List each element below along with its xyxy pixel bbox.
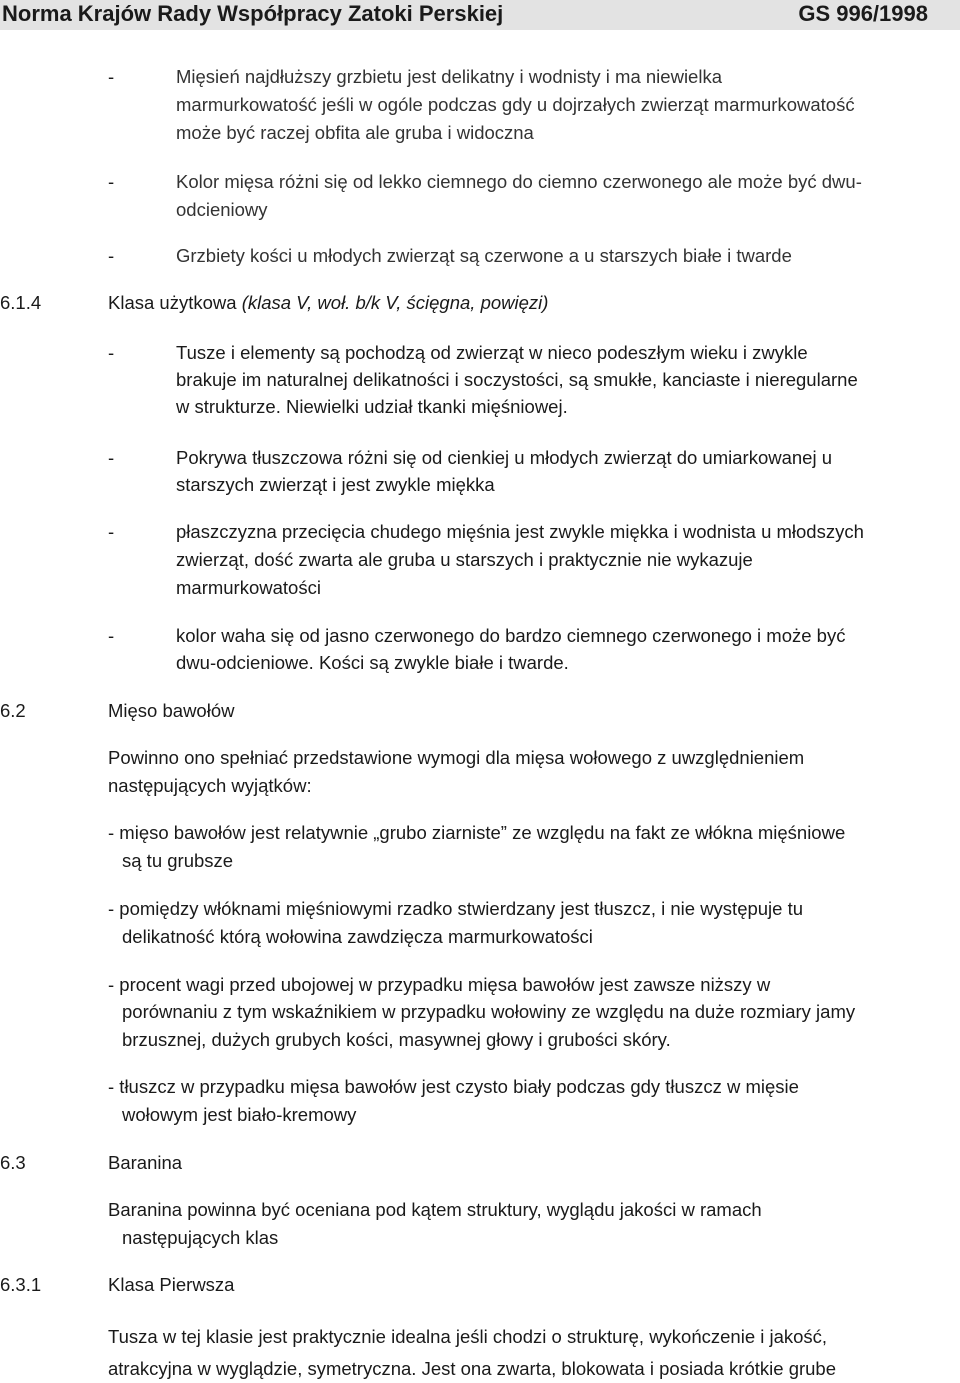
list-dash: - [108, 66, 115, 87]
section-title: Klasa użytkowa [108, 292, 242, 313]
list-line: porównaniu z tym wskaźnikiem w przypadku wołowiny ze względu na duże rozmiary jamy [122, 1001, 856, 1022]
list-dash: - [108, 245, 115, 266]
list-line: - procent wagi przed ubojowej w przypadku mięsa bawołów jest zawsze niższy w [108, 974, 771, 995]
section-title-note: (klasa V, woł. b/k V, ścięgna, powięzi) [241, 292, 549, 313]
text-line: płaszczyzna przecięcia chudego mięśnia jest zwykle miękka i wodnista u młodszych [176, 521, 864, 542]
text-line: starszych zwierząt i jest zwykle miękka [176, 474, 495, 495]
paragraph-line: następujących wyjątków: [108, 775, 312, 796]
list-dash: - [108, 447, 115, 468]
text-line: kolor waha się od jasno czerwonego do bardzo ciemnego czerwonego i może być [176, 625, 846, 646]
list-dash: - [108, 342, 115, 363]
text-line: marmurkowatość jeśli w ogóle podczas gdy u dojrzałych zwierząt marmurkowatość [176, 94, 855, 115]
list-line: są tu grubsze [122, 850, 234, 871]
paragraph-line: następujących klas [122, 1227, 279, 1248]
list-dash: - [108, 625, 115, 646]
list-line: wołowym jest biało-kremowy [122, 1104, 357, 1125]
text-line: w strukturze. Niewielki udział tkanki mięśniowej. [176, 396, 568, 417]
paragraph-line: atrakcyjna w wyglądzie, symetryczna. Jest ona zwarta, blokowata i posiada krótkie grube [108, 1358, 837, 1379]
text-line: Tusze i elementy są pochodzą od zwierząt w nieco podeszłym wieku i zwykle [176, 342, 808, 363]
text-line: Grzbiety kości u młodych zwierząt są czerwone a u starszych białe i twarde [176, 245, 792, 266]
list-dash: - [108, 171, 115, 192]
section-number: 6.1.4 [0, 292, 42, 313]
section-number: 6.3 [0, 1152, 26, 1173]
text-line: Pokrywa tłuszczowa różni się od cienkiej u młodych zwierząt do umiarkowanej u [176, 447, 833, 468]
list-line: - pomiędzy włóknami mięśniowymi rzadko stwierdzany jest tłuszcz, i nie występuje tu [108, 898, 804, 919]
paragraph-line: Tusza w tej klasie jest praktycznie idealna jeśli chodzi o strukturę, wykończenie i jakość, [108, 1326, 828, 1347]
section-title: Mięso bawołów [108, 700, 235, 721]
text-line: odcieniowy [176, 199, 268, 220]
text-line: dwu-odcieniowe. Kości są zwykle białe i twarde. [176, 652, 569, 673]
document-code: GS 996/1998 [798, 1, 928, 26]
paragraph-line: Baranina powinna być oceniana pod kątem struktury, wyglądu jakości w ramach [108, 1199, 762, 1220]
list-line: delikatność którą wołowina zawdzięcza marmurkowatości [122, 926, 593, 947]
text-line: może być raczej obfita ale gruba i widoczna [176, 122, 534, 143]
list-line: brzusznej, dużych grubych kości, masywnej głowy i grubości skóry. [122, 1029, 671, 1050]
list-line: - mięso bawołów jest relatywnie „grubo ziarniste” ze względu na fakt ze włókna mięśniowe [108, 822, 846, 843]
section-number: 6.2 [0, 700, 26, 721]
section-title: Baranina [108, 1152, 183, 1173]
text-line: marmurkowatości [176, 577, 321, 598]
section-heading [108, 291, 548, 315]
paragraph-line: Powinno ono spełniać przedstawione wymogi dla mięsa wołowego z uwzględnieniem [108, 747, 805, 768]
text-line: Kolor mięsa różni się od lekko ciemnego do ciemno czerwonego ale może być dwu- [176, 171, 862, 192]
text-line: Mięsień najdłuższy grzbietu jest delikatny i wodnisty i ma niewielka [176, 66, 722, 87]
text-line: zwierząt, dość zwarta ale gruba u starszych i praktycznie nie wykazuje [176, 549, 753, 570]
document-title: Norma Krajów Rady Współpracy Zatoki Perskiej [2, 1, 504, 26]
page-header [0, 0, 960, 30]
list-dash: - [108, 521, 115, 542]
section-title: Klasa Pierwsza [108, 1274, 235, 1295]
list-line: - tłuszcz w przypadku mięsa bawołów jest czysto biały podczas gdy tłuszcz w mięsie [108, 1076, 799, 1097]
text-line: brakuje im naturalnej delikatności i soczystości, są smukłe, kanciaste i nieregularne [176, 369, 858, 390]
section-number: 6.3.1 [0, 1274, 42, 1295]
